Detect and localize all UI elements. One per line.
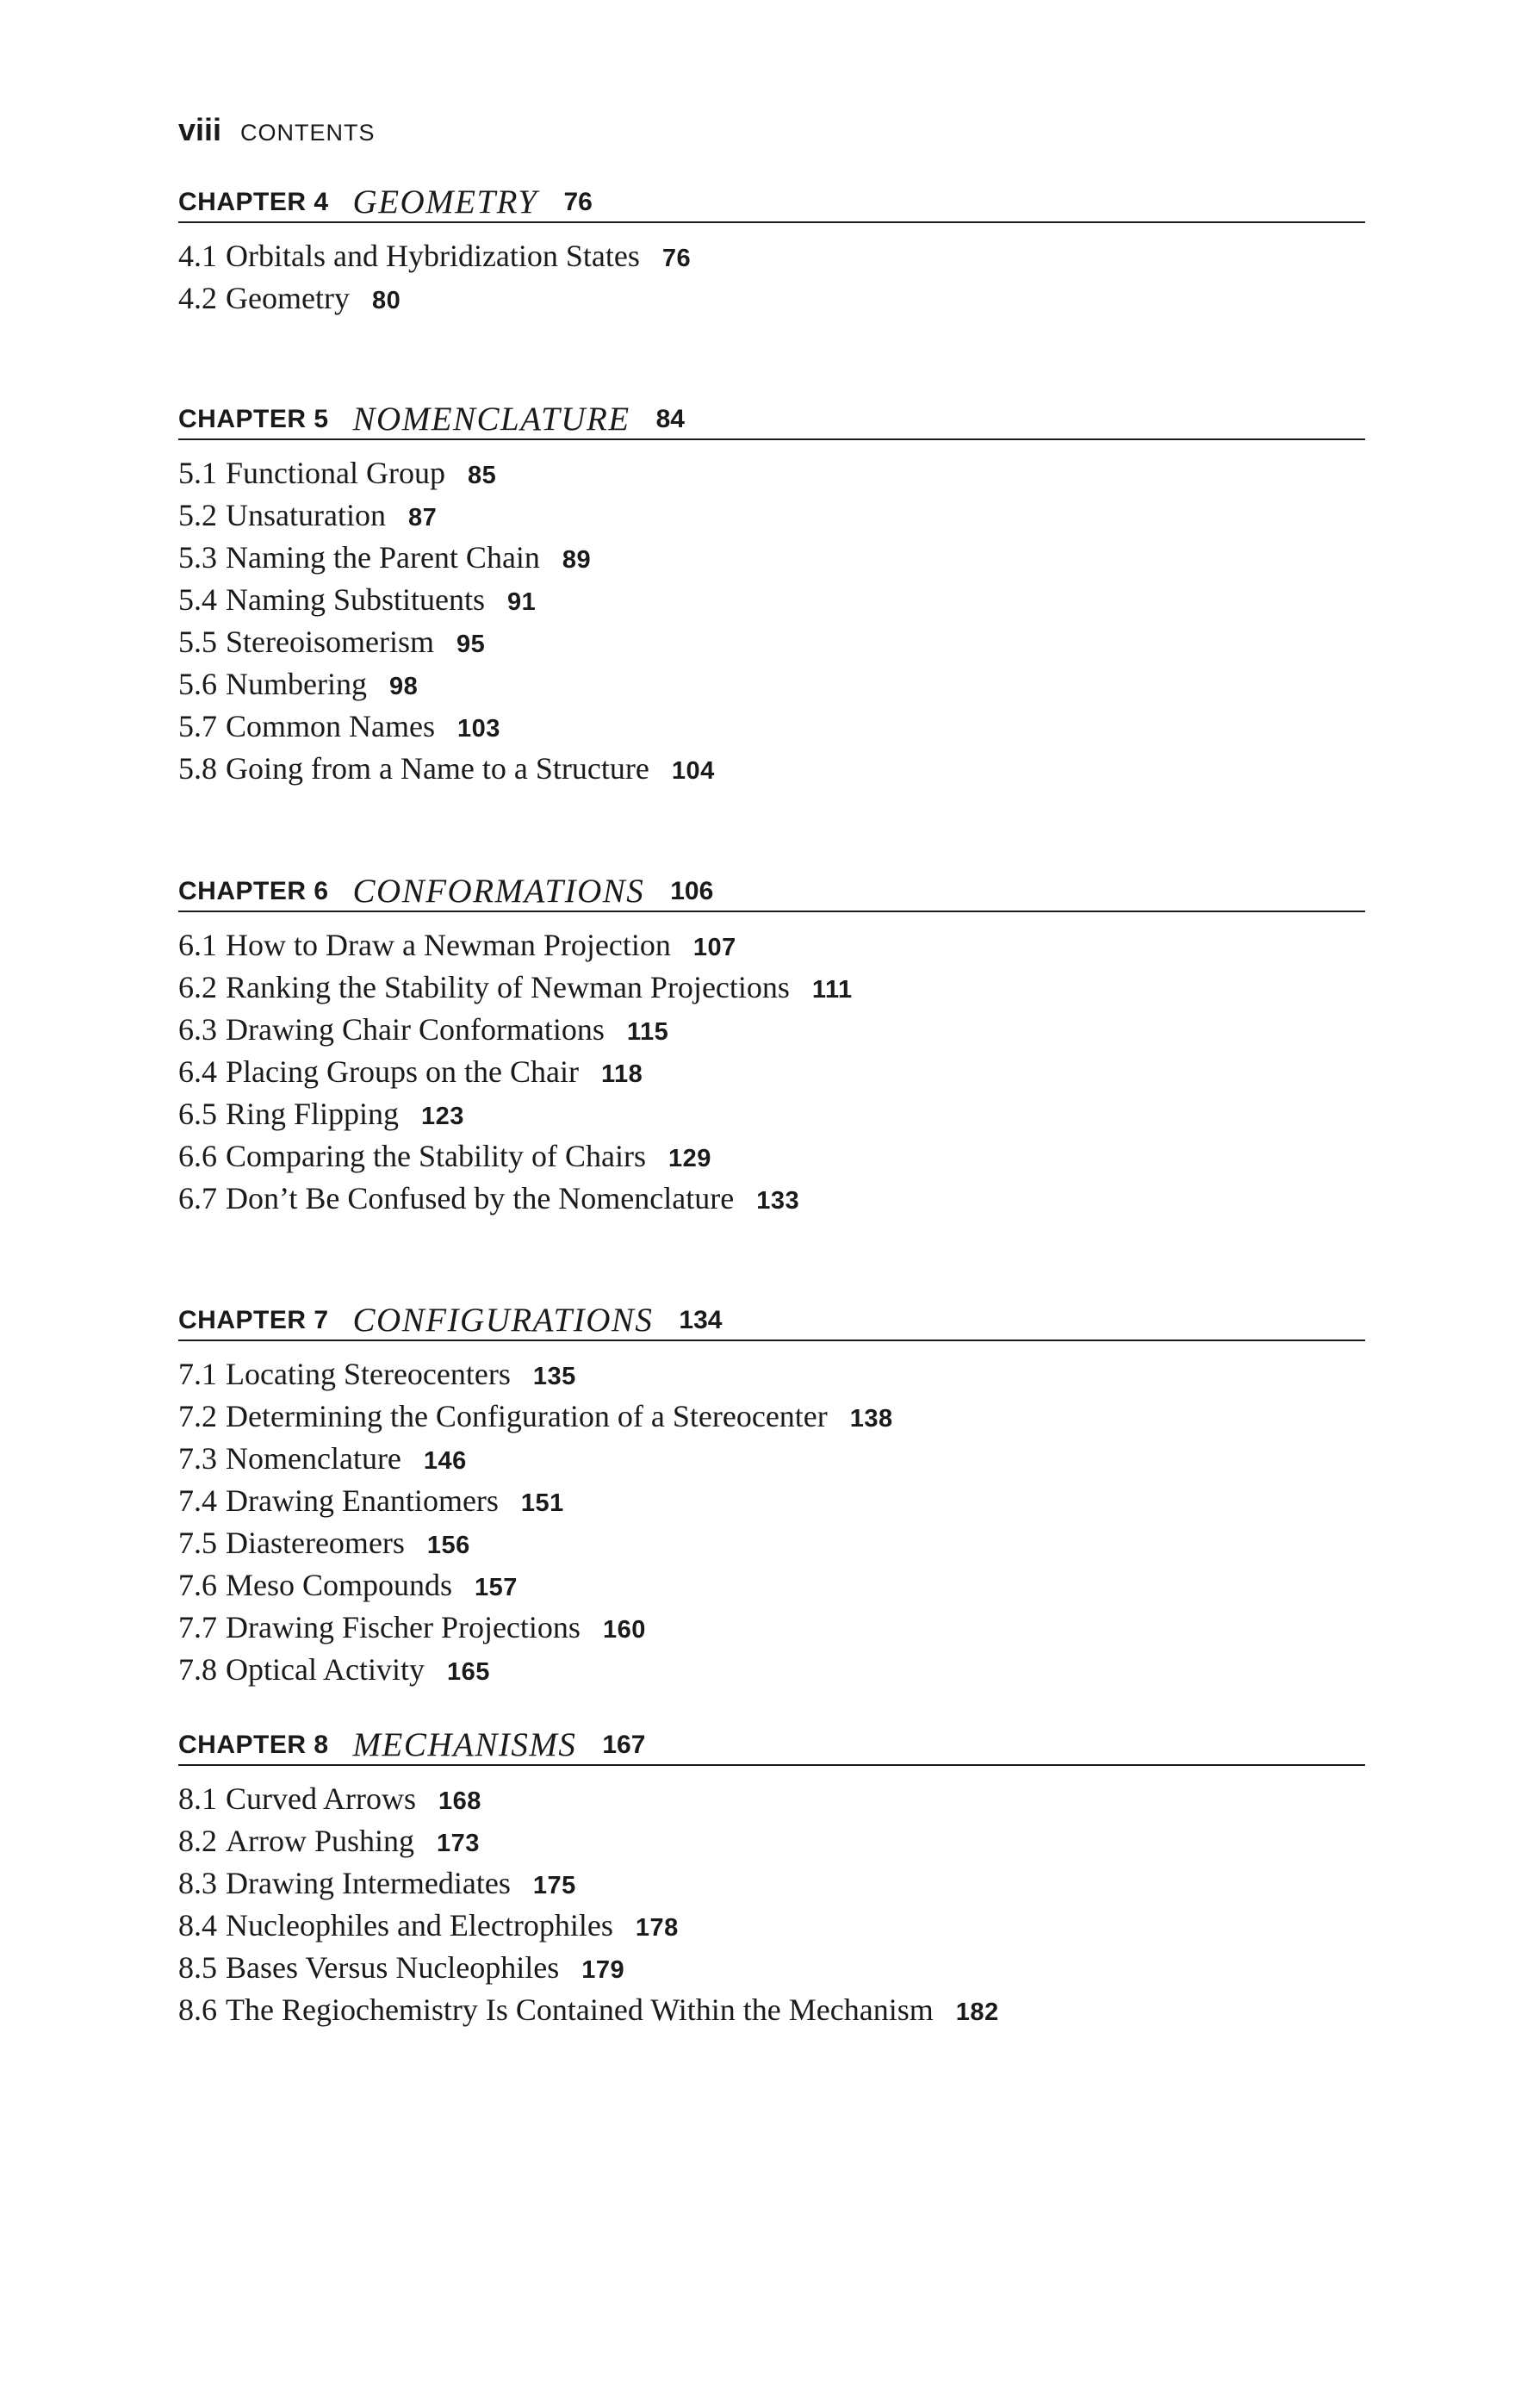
section-title: Don’t Be Confused by the Nomenclature (226, 1181, 735, 1215)
toc-entry[interactable] (178, 706, 1365, 748)
chapter-label: CHAPTER 6 (178, 877, 329, 905)
section-page-number: 175 (532, 1872, 576, 1899)
toc-entry[interactable] (178, 1989, 1365, 2031)
section-number: 6.5 (178, 1097, 217, 1131)
section-number: 7.2 (178, 1399, 217, 1433)
section-title: Drawing Enantiomers (226, 1483, 499, 1518)
chapter-page-number: 76 (563, 188, 593, 216)
toc-entry[interactable] (178, 1135, 1365, 1178)
section-number: 5.8 (178, 751, 217, 786)
section-title: Meso Compounds (226, 1568, 453, 1602)
section-title: Ranking the Stability of Newman Projections (226, 970, 790, 1004)
section-title: Functional Group (226, 456, 445, 490)
section-page-number: 98 (388, 673, 419, 700)
section-title: Drawing Fischer Projections (226, 1610, 581, 1644)
section-page-number: 160 (602, 1616, 646, 1644)
section-page-number: 80 (371, 287, 401, 314)
section-title: Naming Substituents (226, 582, 486, 617)
section-title: Comparing the Stability of Chairs (226, 1139, 646, 1173)
section-page-number: 182 (955, 1998, 999, 2026)
toc-entry[interactable] (178, 1093, 1365, 1135)
section-page-number: 168 (438, 1787, 481, 1815)
toc-entry[interactable] (178, 663, 1365, 706)
section-title: Determining the Configuration of a Stereocenter (226, 1399, 828, 1433)
section-title: Nomenclature (226, 1441, 401, 1476)
section-page-number: 156 (426, 1532, 470, 1559)
toc-entry[interactable] (178, 967, 1365, 1009)
chapter-title: CONFORMATIONS (352, 873, 645, 910)
section-number: 7.8 (178, 1652, 217, 1687)
chapter-title: MECHANISMS (352, 1726, 577, 1763)
section-page-number: 179 (581, 1956, 625, 1984)
section-number: 8.4 (178, 1908, 217, 1943)
section-number: 6.4 (178, 1054, 217, 1089)
section-number: 8.1 (178, 1781, 217, 1816)
toc-entry[interactable] (178, 452, 1365, 494)
section-title: The Regiochemistry Is Contained Within the Mechanism (226, 1992, 934, 2027)
section-number: 6.7 (178, 1181, 217, 1215)
section-page-number: 157 (475, 1574, 518, 1601)
chapter-page-number: 84 (655, 405, 685, 433)
section-number: 5.1 (178, 456, 217, 490)
section-title: Going from a Name to a Structure (226, 751, 649, 786)
toc-entry[interactable] (178, 1051, 1365, 1093)
section-number: 7.7 (178, 1610, 217, 1644)
section-number: 8.5 (178, 1950, 217, 1985)
section-number: 6.2 (178, 970, 217, 1004)
section-title: Nucleophiles and Electrophiles (226, 1908, 613, 1943)
section-number: 5.4 (178, 582, 217, 617)
toc-entry[interactable] (178, 1353, 1365, 1396)
section-page-number: 135 (532, 1363, 576, 1390)
running-head-title: CONTENTS (240, 120, 376, 146)
section-page-number: 123 (421, 1103, 464, 1130)
chapter-title: GEOMETRY (352, 183, 538, 221)
section-list (178, 912, 1365, 1220)
toc-entry[interactable] (178, 1438, 1365, 1480)
section-page-number: 129 (668, 1145, 711, 1172)
toc-entry[interactable] (178, 748, 1365, 790)
toc-entry[interactable] (178, 1947, 1365, 1989)
toc-entry[interactable] (178, 1009, 1365, 1051)
chapter-block (178, 385, 1365, 790)
section-title: Placing Groups on the Chair (226, 1054, 579, 1089)
chapter-label: CHAPTER 8 (178, 1731, 329, 1759)
section-number: 5.7 (178, 709, 217, 743)
section-list (178, 1341, 1365, 1691)
section-title: Ring Flipping (226, 1097, 400, 1131)
section-title: Common Names (226, 709, 435, 743)
chapter-heading[interactable] (178, 1286, 1365, 1341)
section-number: 7.3 (178, 1441, 217, 1476)
toc-entry[interactable] (178, 1820, 1365, 1862)
toc-entry[interactable] (178, 1564, 1365, 1607)
section-title: Unsaturation (226, 498, 386, 532)
toc-entry[interactable] (178, 537, 1365, 579)
chapter-heading[interactable] (178, 857, 1365, 912)
chapter-heading[interactable] (178, 1711, 1365, 1766)
section-page-number: 104 (671, 757, 715, 785)
section-page-number: 165 (446, 1658, 490, 1686)
toc-entry[interactable] (178, 235, 1365, 277)
chapter-page-number: 134 (679, 1306, 723, 1334)
chapter-page-number: 106 (670, 877, 714, 905)
chapter-title: CONFIGURATIONS (352, 1302, 654, 1339)
toc-entry[interactable] (178, 494, 1365, 537)
section-page-number: 107 (692, 934, 736, 961)
section-number: 4.2 (178, 281, 217, 315)
section-page-number: 115 (626, 1018, 669, 1046)
chapter-block (178, 168, 1365, 320)
section-title: Arrow Pushing (226, 1824, 415, 1858)
chapter-block (178, 857, 1365, 1220)
section-number: 7.1 (178, 1357, 217, 1391)
section-number: 8.3 (178, 1866, 217, 1900)
page-folio: viii (178, 112, 222, 147)
section-title: Diastereomers (226, 1526, 405, 1560)
section-page-number: 151 (520, 1489, 564, 1517)
section-page-number: 118 (600, 1060, 643, 1088)
toc-entry[interactable] (178, 1396, 1365, 1438)
chapter-page-number: 167 (602, 1731, 646, 1759)
section-page-number: 91 (507, 588, 537, 616)
chapter-label: CHAPTER 7 (178, 1306, 329, 1334)
section-list (178, 1766, 1365, 2031)
section-number: 7.4 (178, 1483, 217, 1518)
section-title: Locating Stereocenters (226, 1357, 511, 1391)
section-list (178, 440, 1365, 790)
section-title: Drawing Intermediates (226, 1866, 511, 1900)
chapter-block (178, 1286, 1365, 1691)
section-page-number: 111 (811, 976, 853, 1004)
section-title: Stereoisomerism (226, 625, 434, 659)
section-title: Optical Activity (226, 1652, 425, 1687)
section-number: 7.6 (178, 1568, 217, 1602)
section-number: 6.3 (178, 1012, 217, 1047)
chapter-heading[interactable] (178, 168, 1365, 223)
section-page-number: 76 (661, 245, 692, 272)
section-number: 7.5 (178, 1526, 217, 1560)
section-page-number: 89 (562, 546, 592, 574)
toc-entry[interactable] (178, 1178, 1365, 1220)
section-page-number: 138 (849, 1405, 893, 1433)
chapter-block (178, 1711, 1365, 2031)
section-page-number: 146 (423, 1447, 467, 1475)
toc-entry[interactable] (178, 1778, 1365, 1820)
section-title: How to Draw a Newman Projection (226, 928, 671, 962)
section-page-number: 173 (437, 1830, 480, 1857)
toc-entry[interactable] (178, 621, 1365, 663)
section-page-number: 133 (756, 1187, 800, 1215)
section-page-number: 178 (635, 1914, 679, 1942)
toc-entry[interactable] (178, 579, 1365, 621)
toc-entry[interactable] (178, 1862, 1365, 1905)
chapter-title: NOMENCLATURE (352, 401, 630, 438)
section-number: 5.2 (178, 498, 217, 532)
section-title: Geometry (226, 281, 350, 315)
section-number: 6.1 (178, 928, 217, 962)
chapter-label: CHAPTER 4 (178, 188, 329, 216)
section-title: Drawing Chair Conformations (226, 1012, 605, 1047)
section-number: 8.6 (178, 1992, 217, 2027)
chapter-heading[interactable] (178, 385, 1365, 440)
section-number: 5.3 (178, 540, 217, 575)
section-number: 5.6 (178, 667, 217, 701)
chapter-label: CHAPTER 5 (178, 405, 329, 433)
section-page-number: 95 (456, 631, 486, 658)
section-number: 5.5 (178, 625, 217, 659)
toc-entry[interactable] (178, 277, 1365, 320)
toc-entry[interactable] (178, 1905, 1365, 1947)
section-number: 8.2 (178, 1824, 217, 1858)
section-page-number: 103 (456, 715, 500, 743)
toc-entry[interactable] (178, 1522, 1365, 1564)
section-title: Bases Versus Nucleophiles (226, 1950, 560, 1985)
toc-entry[interactable] (178, 1480, 1365, 1522)
section-title: Orbitals and Hybridization States (226, 239, 640, 273)
section-title: Numbering (226, 667, 367, 701)
section-page-number: 87 (407, 504, 438, 531)
section-list (178, 223, 1365, 320)
toc-entry[interactable] (178, 924, 1365, 967)
toc-entry[interactable] (178, 1607, 1365, 1649)
section-title: Curved Arrows (226, 1781, 416, 1816)
section-number: 6.6 (178, 1139, 217, 1173)
running-head (178, 112, 376, 148)
section-title: Naming the Parent Chain (226, 540, 540, 575)
section-number: 4.1 (178, 239, 217, 273)
section-page-number: 85 (467, 462, 497, 489)
toc-entry[interactable] (178, 1649, 1365, 1691)
